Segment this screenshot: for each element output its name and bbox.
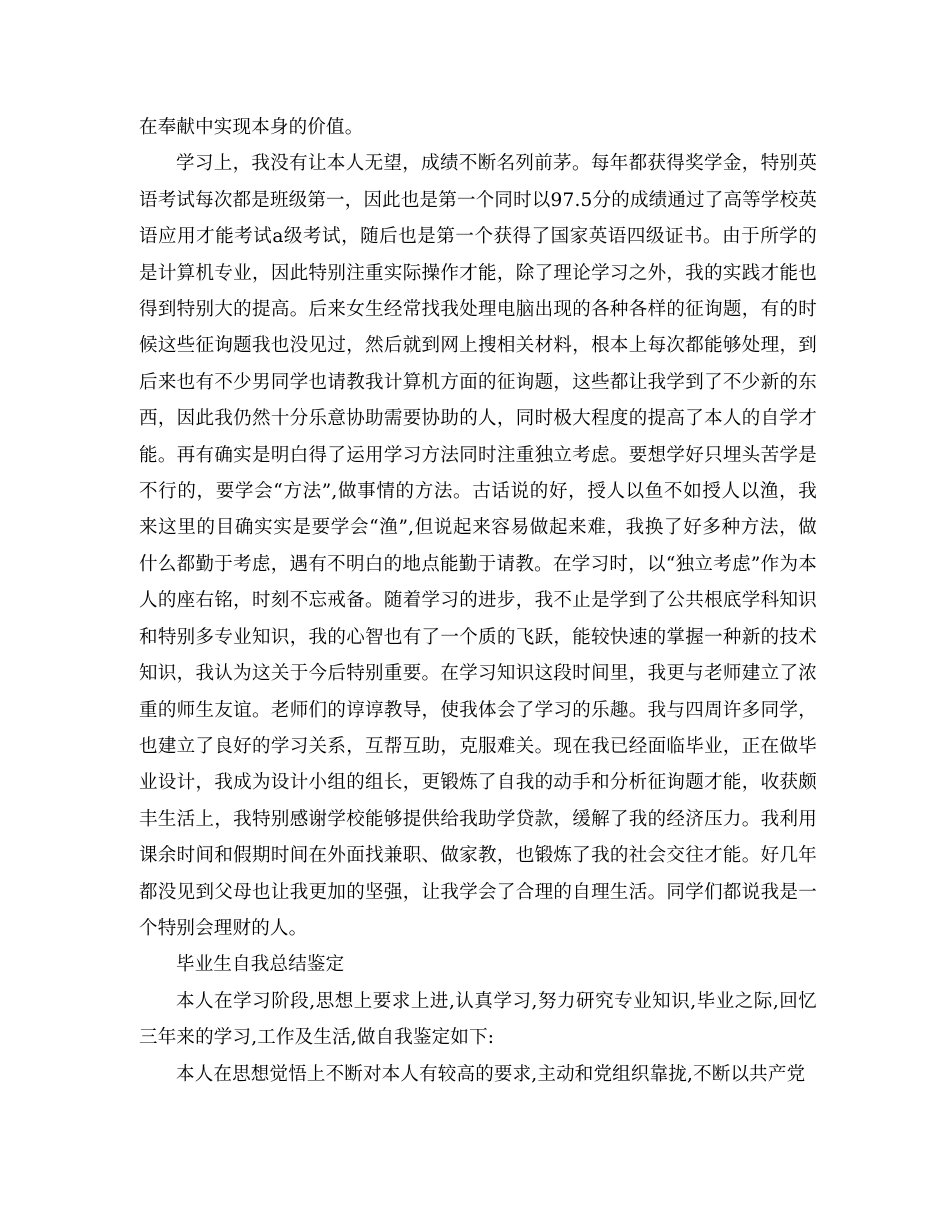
document-body [139,110,817,1093]
paragraph-4: 本人在思想觉悟上不断对本人有较高的要求,主动和党组织靠拢,不断以共产党 [176,1063,806,1085]
paragraph-2: 学习上，我没有让本人无望，成绩不断名列前茅。每年都获得奖学金，特别英语考试每次都是班级第一，因此也是第一个同时以97.5分的成绩通过了高等学校英语应用才能考试a级考试，随后也是第一个获得了国家英语四级证书。由于所学的是计算机专业，因此特别注重实际操作才能，除了理论学习之外，我的实践才能也得到特别大的提高。后来女生经常找我处理电脑出现的各种各样的征询题，有的时候这些征询题我也没见过，然后就到网上搜相关材料，根本上每次都能够处理，到后来也有不少男同学也请教我计算机方面的征询题，这些都让我学到了不少新的东西，因此我仍然十分乐意协助需要协助的人，同时极大程度的提高了本人的自学才能。再有确实是明白得了运用学习方法同时注重独立考虑。要想学好只埋头苦学是不行的，要学会“方法”,做事情的方法。古话说的好，授人以鱼不如授人以渔，我来这里的目确实实是要学会“渔”,但说起来容易做起来难，我换了好多种方法，做什么都勤于考虑，遇有不明白的地点能勤于请教。在学习时，以“独立考虑”作为本人的座右铭，时刻不忘戒备。随着学习的进步，我不止是学到了公共根底学科知识和特别多专业知识，我的心智也有了一个质的飞跃，能较快速的掌握一种新的技术知识，我认为这关于今后特别重要。在学习知识这段时间里，我更与老师建立了浓重的师生友谊。老师们的谆谆教导，使我体会了学习的乐趣。我与四周许多同学，也建立了良好的学习关系，互帮互助，克服难关。现在我已经面临毕业，正在做毕业设计，我成为设计小组的组长，更锻炼了自我的动手和分析征询题才能，收获颇丰生活上，我特别感谢学校能够提供给我助学贷款，缓解了我的经济压力。我利用课余时间和假期时间在外面找兼职、做家教，也锻炼了我的社会交往才能。好几年都没见到父母也让我更加的坚强，让我学会了合理的自理生活。同学们都说我是一个特别会理财的人。 [139,153,817,939]
section-heading: 毕业生自我总结鉴定 [176,954,345,976]
paragraph-1: 在奉献中实现本身的价值。 [139,117,364,138]
paragraph-3: 本人在学习阶段,思想上要求上进,认真学习,努力研究专业知识,毕业之际,回忆三年来的学习,工作及生活,做自我鉴定如下: [139,990,817,1049]
